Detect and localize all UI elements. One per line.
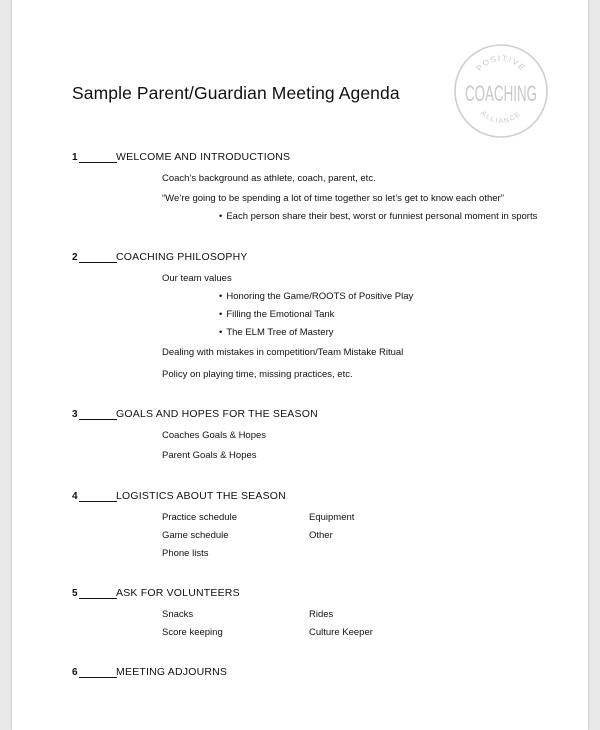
agenda-item: Our team values <box>162 273 232 284</box>
section-number: 1 <box>72 152 78 163</box>
page-title: Sample Parent/Guardian Meeting Agenda <box>72 83 400 103</box>
section-number: 4 <box>72 491 78 502</box>
agenda-bullet-item <box>219 309 334 320</box>
agenda-bullet-item <box>219 327 334 338</box>
agenda-bullet-text: Each person share their best, worst or funniest personal moment in sports <box>226 211 538 222</box>
section-number: 2 <box>72 252 78 263</box>
agenda-bullet-text: The ELM Tree of Mastery <box>226 327 334 338</box>
svg-text:ALLIANCE <box>479 110 522 125</box>
section-underline <box>79 419 117 420</box>
agenda-item: Snacks <box>162 609 194 620</box>
agenda-item: Practice schedule <box>162 512 237 523</box>
agenda-item: Dealing with mistakes in competition/Team Mistake Ritual <box>162 347 404 358</box>
section-number: 5 <box>72 588 78 599</box>
agenda-item: Parent Goals & Hopes <box>162 450 257 461</box>
section-underline <box>79 677 117 678</box>
agenda-bullet-text: Filling the Emotional Tank <box>226 309 335 320</box>
agenda-item: Rides <box>309 609 334 620</box>
agenda-item: Equipment <box>309 512 355 523</box>
agenda-item: Culture Keeper <box>309 627 373 638</box>
agenda-item: “We’re going to be spending a lot of time together so let’s get to know each other” <box>162 193 504 204</box>
section-heading: WELCOME AND INTRODUCTIONS <box>116 151 291 163</box>
logo-bottom-text: ALLIANCE <box>479 109 523 126</box>
agenda-bullet-item <box>219 211 537 222</box>
document-page <box>12 0 588 730</box>
agenda-item: Game schedule <box>162 530 229 541</box>
section-heading: LOGISTICS ABOUT THE SEASON <box>116 490 286 502</box>
positive-coaching-alliance-logo <box>453 43 549 139</box>
agenda-bullet-item <box>219 291 413 302</box>
agenda-item: Score keeping <box>162 627 223 638</box>
logo-top-text: POSITIVE <box>474 53 528 74</box>
svg-text:POSITIVE <box>475 54 528 73</box>
section-underline <box>79 598 117 599</box>
section-underline <box>79 162 117 163</box>
section-heading: ASK FOR VOLUNTEERS <box>116 587 240 599</box>
logo-main-text: COACHING <box>465 81 537 106</box>
agenda-item: Phone lists <box>162 548 209 559</box>
section-heading: COACHING PHILOSOPHY <box>116 251 248 263</box>
section-number: 6 <box>72 667 78 678</box>
agenda-item: Coach’s background as athlete, coach, parent, etc. <box>162 173 376 184</box>
section-heading: GOALS AND HOPES FOR THE SEASON <box>116 408 318 420</box>
section-underline <box>79 262 117 263</box>
agenda-item: Coaches Goals & Hopes <box>162 430 267 441</box>
section-heading: MEETING ADJOURNS <box>116 666 228 678</box>
section-underline <box>79 501 117 502</box>
agenda-item: Policy on playing time, missing practices, etc. <box>162 369 353 380</box>
agenda-bullet-text: Honoring the Game/ROOTS of Positive Play <box>226 291 414 302</box>
section-number: 3 <box>72 409 78 420</box>
agenda-item: Other <box>309 530 333 541</box>
